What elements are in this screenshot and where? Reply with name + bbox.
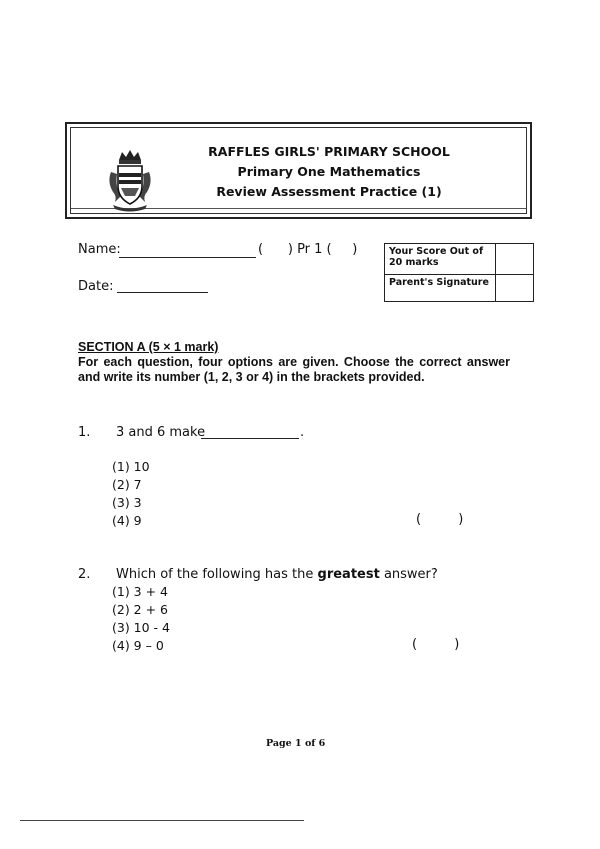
score-table [384, 243, 534, 302]
question-2-option-4: (4) 9 – 0 [112, 638, 164, 653]
question-1-period: . [300, 425, 305, 440]
question-1-option-3: (3) 3 [112, 495, 142, 510]
question-1-option-2: (2) 7 [112, 477, 142, 492]
name-blank[interactable] [119, 257, 256, 258]
school-name: RAFFLES GIRLS' PRIMARY SCHOOL [208, 144, 450, 159]
school-crest-logo [107, 148, 153, 212]
question-2-answer-bracket[interactable]: ( ) [412, 637, 460, 652]
date-label: Date: [78, 279, 114, 294]
section-a-instructions: For each question, four options are given. Choose the correct answer and write its number (1, 2, 3 or 4) in the brackets provided. [78, 355, 510, 384]
question-1-answer-blank[interactable] [201, 438, 299, 439]
question-2-option-2: (2) 2 + 6 [112, 602, 169, 617]
score-row [385, 244, 534, 275]
class-register-brackets: ( ) Pr 1 ( ) [258, 242, 358, 257]
question-2-text-start: Which of the following has the [116, 567, 318, 582]
signature-label: Parent's Signature [385, 275, 496, 302]
signature-row [385, 275, 534, 302]
paper-title: Review Assessment Practice (1) [216, 184, 442, 199]
question-1-option-4: (4) 9 [112, 513, 142, 528]
signature-cell[interactable] [496, 275, 534, 302]
question-1-answer-bracket[interactable]: ( ) [416, 512, 464, 527]
question-2-number: 2. [78, 567, 91, 582]
score-cell[interactable] [496, 244, 534, 275]
question-2-text-emphasis: greatest [317, 567, 380, 582]
question-2-text [116, 567, 438, 582]
question-2-text-end: answer? [379, 567, 438, 582]
score-label: Your Score Out of 20 marks [385, 244, 496, 275]
question-1-option-1: (1) 10 [112, 459, 150, 474]
page-number: Page 1 of 6 [266, 738, 326, 749]
question-2-option-3: (3) 10 - 4 [112, 620, 170, 635]
date-blank[interactable] [117, 292, 208, 293]
question-1-text: 3 and 6 make [116, 425, 206, 440]
question-2-option-1: (1) 3 + 4 [112, 584, 169, 599]
section-a-title: SECTION A (5 × 1 mark) [78, 340, 219, 354]
question-1-number: 1. [78, 425, 91, 440]
subject-title: Primary One Mathematics [237, 164, 421, 179]
header-banner [65, 122, 532, 219]
scan-edge-line [20, 820, 304, 821]
name-label: Name: [78, 242, 121, 257]
